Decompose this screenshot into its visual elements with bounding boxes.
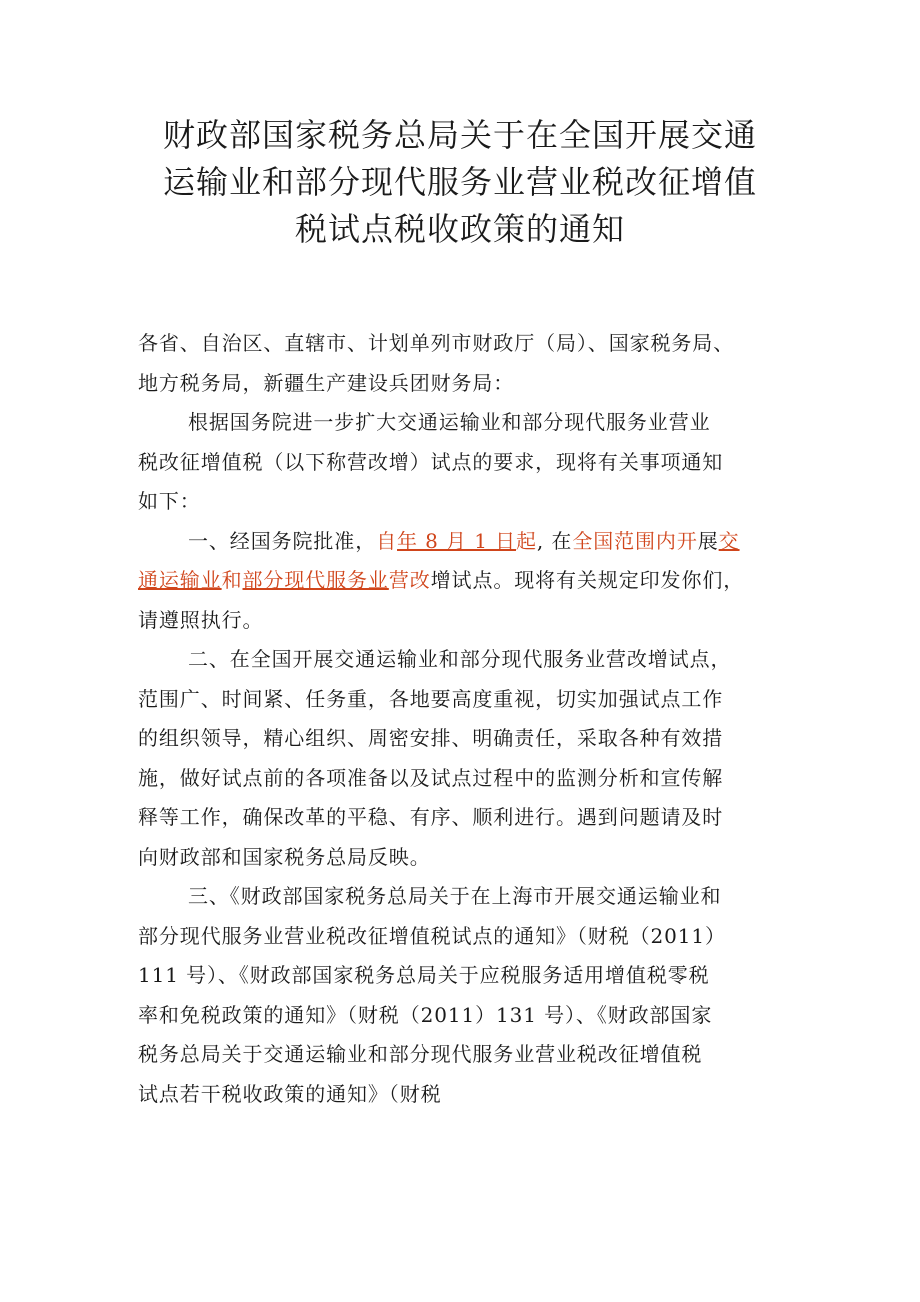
section-3-line-4: 率和免税政策的通知》（财税（2011）131 号）、《财政部国家 bbox=[138, 1002, 713, 1027]
section-1-text-a: 一、经国务院批准， bbox=[188, 528, 377, 553]
highlight-nationwide: 全国范围内开 bbox=[572, 528, 698, 553]
section-1-paragraph bbox=[138, 522, 798, 641]
highlight-transport-end: 通运输业 bbox=[138, 568, 222, 592]
section-3-paragraph bbox=[138, 877, 798, 1114]
section-3-line-2: 部分现代服务业营业税改征增值税试点的通知》（财税（2011） bbox=[138, 923, 726, 948]
highlight-modern-services: 部分现代服务业 bbox=[242, 568, 389, 592]
title-line-3: 税试点税收政策的通知 bbox=[294, 210, 625, 248]
addressee-paragraph bbox=[138, 324, 798, 403]
addressee-line-2: 地方税务局，新疆生产建设兵团财务局： bbox=[138, 370, 515, 395]
intro-line-2: 税改征增值税（以下称营改增）试点的要求，现将有关事项通知 bbox=[138, 449, 724, 474]
section-1-line-2 bbox=[138, 561, 798, 601]
section-2-line-4: 施，做好试点前的各项准备以及试点过程中的监测分析和宣传解 bbox=[138, 765, 724, 790]
section-2-line-3: 的组织领导，精心组织、周密安排、明确责任，采取各种有效措 bbox=[138, 726, 724, 750]
document-title bbox=[120, 112, 800, 253]
intro-line-1: 根据国务院进一步扩大交通运输业和部分现代服务业营业 bbox=[188, 410, 711, 434]
section-2-paragraph bbox=[138, 640, 798, 877]
highlight-transport-start: 交 bbox=[718, 528, 740, 553]
section-1-line-1 bbox=[138, 522, 798, 562]
title-line-1: 财政部国家税务总局关于在全国开展交通 bbox=[162, 116, 757, 154]
highlight-yinggai: 营改 bbox=[388, 568, 431, 592]
section-2-line-2: 范围广、时间紧、任务重，各地要高度重视，切实加强试点工作 bbox=[138, 686, 724, 711]
section-2-line-6: 向财政部和国家税务总局反映。 bbox=[138, 844, 431, 869]
highlight-date: 年 8 月 1 日 bbox=[397, 528, 516, 553]
section-2-line-5: 释等工作，确保改革的平稳、有序、顺利进行。遇到问题请及时 bbox=[138, 805, 724, 829]
section-1-text-tail: 增试点。现将有关规定印发你们， bbox=[430, 568, 745, 592]
section-1-text-c: , 在 bbox=[536, 528, 573, 553]
highlight-date-prefix: 自 bbox=[376, 528, 398, 553]
highlight-date-suffix: 起 bbox=[516, 528, 537, 553]
intro-line-3: 如下： bbox=[138, 489, 201, 513]
section-3-line-1: 三、《财政部国家税务总局关于在上海市开展交通运输业和 bbox=[188, 884, 722, 908]
highlight-and: 和 bbox=[221, 568, 243, 592]
section-3-line-6: 试点若干税收政策的通知》（财税 bbox=[138, 1081, 442, 1106]
section-1-text-e: 展 bbox=[697, 528, 719, 553]
section-3-line-5: 税务总局关于交通运输业和部分现代服务业营业税改征增值税 bbox=[138, 1042, 703, 1066]
section-1-line-3: 请遵照执行。 bbox=[138, 607, 264, 632]
title-line-2: 运输业和部分现代服务业营业税改征增值 bbox=[162, 163, 757, 201]
section-3-line-3: 111 号）、《财政部国家税务总局关于应税服务适用增值税零税 bbox=[138, 963, 710, 987]
addressee-line-1: 各省、自治区、直辖市、计划单列市财政厅（局）、国家税务局、 bbox=[138, 331, 735, 355]
document-body bbox=[138, 324, 798, 1114]
section-2-line-1: 二、在全国开展交通运输业和部分现代服务业营改增试点， bbox=[188, 647, 732, 671]
intro-paragraph bbox=[138, 403, 798, 522]
